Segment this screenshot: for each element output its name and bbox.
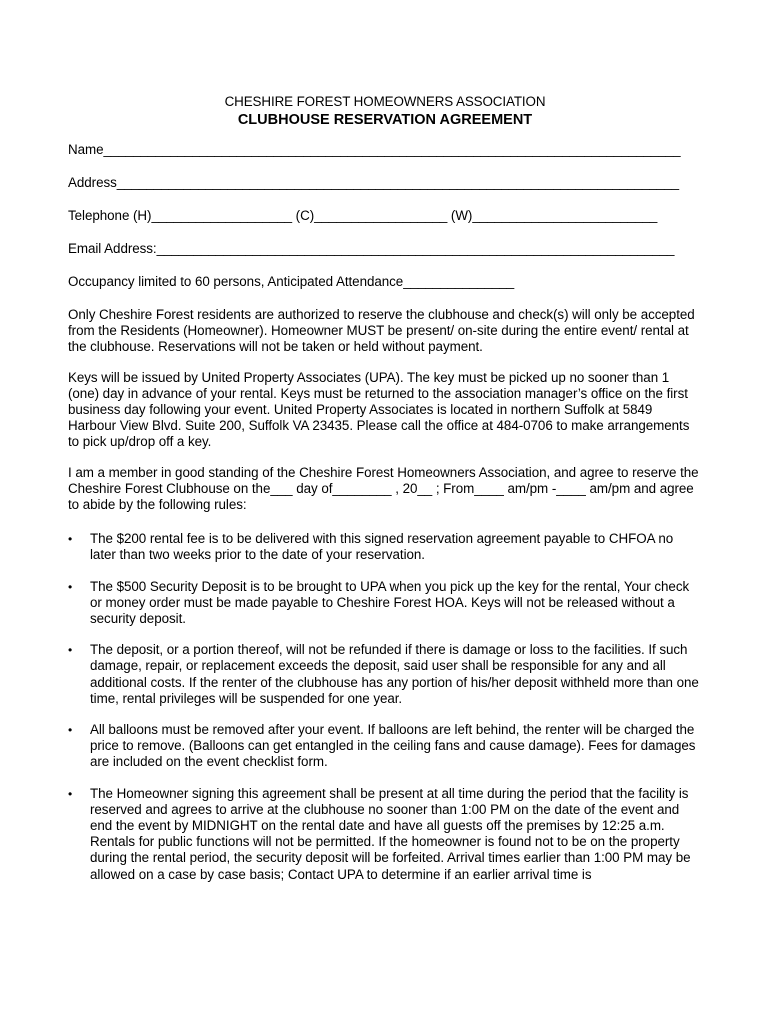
rule-item xyxy=(68,579,702,628)
address-field[interactable]: Address____________________________________________________________________________ xyxy=(68,175,679,190)
bullet-icon: • xyxy=(68,723,73,738)
rule-item xyxy=(68,786,702,883)
bullet-icon: • xyxy=(68,643,73,658)
bullet-icon: • xyxy=(68,786,73,801)
document-header xyxy=(68,0,702,129)
bullet-icon: • xyxy=(68,532,73,547)
rule-text: The $200 rental fee is to be delivered with this signed reservation agreement payable to CHFOA no later than two weeks prior to the date of your reservation. xyxy=(90,531,674,563)
occupancy-field[interactable]: Occupancy limited to 60 persons, Anticipated Attendance_______________ xyxy=(68,274,515,289)
rule-item xyxy=(68,642,702,707)
rules-list xyxy=(68,531,702,883)
form-fields xyxy=(68,142,702,290)
bullet-icon: • xyxy=(68,579,73,594)
telephone-field[interactable]: Telephone (H)___________________ (C)__________________ (W)_________________________ xyxy=(68,208,658,223)
keys-paragraph: Keys will be issued by United Property Associates (UPA). The key must be picked up no sooner than 1 (one) day in advance of your rental. Keys must be returned to the association manager’s office on the first business day following your event. United Property Associates is located in northern Suffolk at 5849 Harbour View Blvd. Suite 200, Suffolk VA 23435. Please call the office at 484-0706 to make arrangements to pick up/drop off a key. xyxy=(68,369,690,450)
rule-item xyxy=(68,531,702,563)
name-field[interactable]: Name______________________________________________________________________________ xyxy=(68,142,681,157)
document-title: CLUBHOUSE RESERVATION AGREEMENT xyxy=(237,112,533,128)
rule-text: The $500 Security Deposit is to be brought to UPA when you pick up the key for the rental, Your check or money order must be made payable to Cheshire Forest HOA. Keys will not be released without a security deposit. xyxy=(90,578,690,627)
rule-item xyxy=(68,722,702,771)
residents-paragraph: Only Cheshire Forest residents are authorized to reserve the clubhouse and check(s) will only be accepted from the Residents (Homeowner). Homeowner MUST be present/ on-site during the entire event/ rental at the clubhouse. Reservations will not be taken or held without payment. xyxy=(68,307,695,355)
organization-name: CHESHIRE FOREST HOMEOWNERS ASSOCIATION xyxy=(224,94,546,109)
member-agreement-paragraph: I am a member in good standing of the Cheshire Forest Homeowners Association, and agree to reserve the Cheshire Forest Clubhouse on the___ day of________ , 20__ ; From____ am/pm -____ am/pm and agree to abide by the following rules: xyxy=(68,464,699,513)
rule-text: The deposit, or a portion thereof, will not be refunded if there is damage or loss to the facilities. If such damage, repair, or replacement exceeds the deposit, said user shall be responsible for any and all additional costs. If the renter of the clubhouse has any portion of his/her deposit withheld more than one time, rental privileges will be suspended for one year. xyxy=(90,642,699,706)
email-field[interactable]: Email Address:______________________________________________________________________ xyxy=(68,241,675,256)
rule-text: All balloons must be removed after your event. If balloons are left behind, the renter will be charged the price to remove. (Balloons can get entangled in the ceiling fans and cause damage). Fees for damages are included on the event checklist form. xyxy=(90,722,696,770)
rule-text: The Homeowner signing this agreement shall be present at all time during the period that the facility is reserved and agrees to arrive at the clubhouse no sooner than 1:00 PM on the date of the event and end the event by MIDNIGHT on the rental date and have all guests off the premises by 12:25 a.m. Rentals for public functions will not be permitted. If the homeowner is found not to be on the property during the rental period, the security deposit will be forfeited. Arrival times earlier than 1:00 PM may be allowed on a case by case basis; Contact UPA to determine if an earlier arrival time is xyxy=(90,785,691,882)
